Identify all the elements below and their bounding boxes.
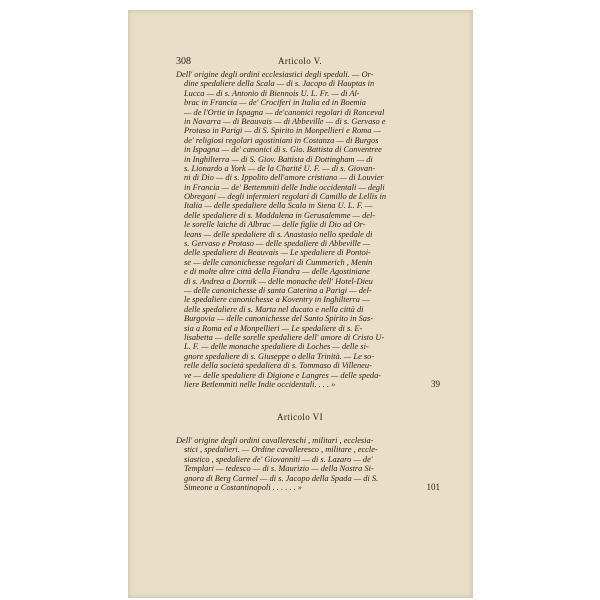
article-6-heading: Articolo VI — [277, 412, 323, 422]
text-line — [176, 79, 440, 88]
line-text: delle spedaliere di Beauvais — Le spedaliere di Pontoi- — [184, 248, 371, 258]
page-reference: 101 — [426, 482, 440, 492]
text-line — [176, 286, 440, 295]
line-text: relle della società spedaliera di s. Tommaso di Villeneu- — [184, 361, 372, 371]
text-line — [176, 314, 440, 323]
article-5-text — [176, 70, 440, 389]
text-line — [176, 183, 440, 192]
text-line — [176, 126, 440, 135]
text-line — [176, 117, 440, 126]
line-text: ve — delle spedaliere di Digione e Langres — delle speda- — [184, 370, 382, 380]
text-line — [176, 220, 440, 229]
text-line — [176, 445, 440, 454]
text-line — [176, 474, 440, 483]
text-line — [176, 371, 440, 380]
line-text: sia a Roma ed a Monpellieri — Le spedaliere di s. E- — [184, 323, 363, 333]
line-text: brac in Francia — de' Crociferi in Italia ed in Boemia — [184, 98, 366, 108]
text-line — [176, 248, 440, 257]
line-text: Burgovia — delle canonichesse del Santo Spirito in Sas- — [184, 314, 374, 324]
line-text: Italia — delle spedaliere della Scala in Siena U. L. F. — — [184, 201, 373, 211]
text-line — [176, 342, 440, 351]
line-text: gnore spedaliere di s. Giuseppe o della Trinità. — Le so- — [184, 351, 375, 361]
line-text: in Francia — de' Bettemmiti delle Indie occidentali — degli — [184, 182, 385, 192]
text-line — [176, 361, 440, 370]
text-line — [176, 455, 440, 464]
line-text: s. Gervaso e Protaso — delle spedaliere di Abbeville — — [184, 239, 371, 249]
line-text: le spedaliere canonichesse a Koventry in Inghilterra — — [184, 295, 370, 305]
article-6-text — [176, 436, 440, 492]
line-text: lisabetta — delle sorelle spedaliere dell' amore di Cristo U- — [184, 332, 385, 342]
line-text: delle spedaliere di s. Maddalena in Gerusalemme — del- — [184, 210, 376, 220]
line-text: Dell' origine degli ordini ecclesiastici degli spedali. — Or- — [176, 70, 374, 79]
text-line — [176, 483, 440, 492]
line-text: — de l'Ortie in Ispagna — de'canonici regolari di Ronceval — [184, 107, 385, 117]
line-text: di s. Andrea a Dornik — delle monache dell' Hotel-Dieu — [184, 276, 373, 286]
text-line — [176, 98, 440, 107]
text-line — [176, 267, 440, 276]
line-text: delle spedaliere di s. Marta nel ducato e nella città di — [184, 304, 364, 314]
text-line — [176, 352, 440, 361]
text-line — [176, 295, 440, 304]
line-text: gnora di Berg Carmel — di s. Jacopo della Spada — di S. — [184, 473, 379, 483]
text-line — [176, 89, 440, 98]
text-line — [176, 211, 440, 220]
text-line — [176, 277, 440, 286]
line-text: L. F. — delle monache spedaliere di Loches — delle si- — [184, 342, 369, 352]
line-text: e di molte altre città della Fiandra — delle Agostiniane — [184, 267, 370, 277]
line-text: Obregoni — degli infermieri regolari di Camillo de Lellis in — [184, 192, 387, 202]
text-line — [176, 258, 440, 267]
line-text: Dell' origine degli ordini cavallereschi , militari , ecclesia- — [176, 436, 374, 445]
line-text: Templari — tedesco — di s. Maurizio — della Nostra Si- — [184, 464, 374, 474]
page-number: 308 — [176, 56, 191, 67]
line-text: ni di Dio — di s. Ippolito dell'amore cristiano — di Louvier — [184, 173, 384, 183]
line-text: liere Betlemmiti nelle Indie occidentali. . . . » — [184, 379, 336, 389]
line-text: Simeone a Costantinopoli . . . . . . » — [184, 482, 302, 492]
line-text: de' religiosi regolari agostiniani in Costanza — di Burgos — [184, 135, 379, 145]
line-text: Protaso in Parigi — di S. Spirito in Monpellieri e Roma — — [184, 126, 381, 136]
line-text: stici , spedalieri. — Ordine cavalleresco , militare , eccle- — [184, 445, 378, 455]
line-text: le sorelle laiche di Albrac — delle figlie di Dio ad Or- — [184, 220, 366, 230]
text-line — [176, 145, 440, 154]
line-text: in Ispagna — de' canonici di s. Gio. Battista di Conventree — [184, 145, 382, 155]
line-text: s. Lionardo a York — de la Charité U. F. — di s. Giovan- — [184, 163, 376, 173]
text-line — [176, 164, 440, 173]
text-line — [176, 324, 440, 333]
text-line — [176, 464, 440, 473]
text-line — [176, 155, 440, 164]
line-text: leans — delle spedaliere di s. Anastasio nello spedale di — [184, 229, 373, 239]
line-text: dine spedaliere della Scala — di s. Jacopo di Hauptas in — [184, 79, 375, 89]
page-reference: 39 — [431, 379, 440, 389]
line-text: Lucca — di s. Antonio di Biennois U. L. Fr. — di Al- — [184, 88, 360, 98]
text-line — [176, 305, 440, 314]
line-text: — delle canonichesse di santa Caterina a Parigi — del- — [184, 285, 372, 295]
text-line — [176, 436, 440, 445]
text-line — [176, 333, 440, 342]
text-line — [176, 230, 440, 239]
line-text: in Navarra — di Beauvais — di Abbeville — di s. Gervaso e — [184, 116, 386, 126]
text-line — [176, 380, 440, 389]
text-line — [176, 192, 440, 201]
text-line — [176, 108, 440, 117]
line-text: se — delle canonichesse regolari di Cummerich , Menin — [184, 257, 373, 267]
text-line — [176, 173, 440, 182]
text-line — [176, 201, 440, 210]
text-line — [176, 70, 440, 79]
line-text: in Inghilterra — di S. Giov. Battista di Dottingham — di — [184, 154, 373, 164]
text-line — [176, 136, 440, 145]
line-text: siastico , spedaliere de' Giovanniti — di s. Lazaro — de' — [184, 454, 373, 464]
article-5-heading: Articolo V. — [277, 56, 323, 66]
text-line — [176, 239, 440, 248]
